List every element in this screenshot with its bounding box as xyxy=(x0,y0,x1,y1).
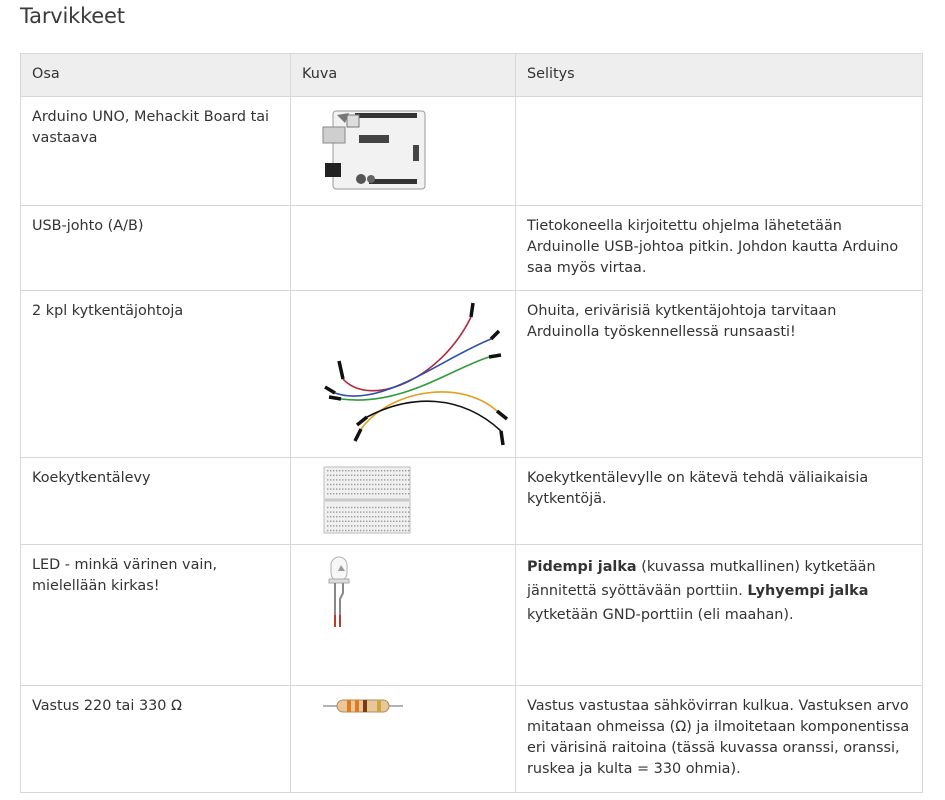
arduino-board-image xyxy=(319,105,429,195)
table-row xyxy=(21,291,923,458)
part-name: Koekytkentälevy xyxy=(21,458,291,545)
table-row xyxy=(21,458,923,545)
image-cell xyxy=(291,686,516,793)
table-header-row xyxy=(21,54,923,97)
description: Pidempi jalka (kuvassa mutkallinen) kytketään jännitettä syöttävään porttiin. Lyhyempi jalka kytketään GND-porttiin (eli maahan). xyxy=(516,545,923,686)
part-name: 2 kpl kytkentäjohtoja xyxy=(21,291,291,458)
longer-leg-label: Pidempi jalka xyxy=(527,559,637,575)
description: Vastus vastustaa sähkövirran kulkua. Vastuksen arvo mitataan ohmeissa (Ω) ja ilmoitetaan komponentissa eri värisinä raitoina (tässä kuvassa oranssi, oranssi, ruskea ja kulta = 330 ohmia). xyxy=(516,686,923,793)
header-image: Kuva xyxy=(291,54,516,97)
jumper-wires-image xyxy=(321,299,511,449)
part-name: USB-johto (A/B) xyxy=(21,206,291,291)
image-cell xyxy=(291,545,516,686)
description: Ohuita, erivärisiä kytkentäjohtoja tarvitaan Arduinolla työskennellessä runsaasti! xyxy=(516,291,923,458)
part-name: LED - minkä värinen vain, mielellään kirkas! xyxy=(21,545,291,686)
image-cell xyxy=(291,206,516,291)
image-cell xyxy=(291,458,516,545)
description: Tietokoneella kirjoitettu ohjelma lähetetään Arduinolle USB-johtoa pitkin. Johdon kautta Arduino saa myös virtaa. xyxy=(516,206,923,291)
table-row xyxy=(21,545,923,686)
supplies-table xyxy=(20,53,923,793)
shorter-leg-label: Lyhyempi jalka xyxy=(747,583,869,599)
table-row xyxy=(21,686,923,793)
table-row xyxy=(21,97,923,206)
header-part: Osa xyxy=(21,54,291,97)
part-name: Arduino UNO, Mehackit Board tai vastaava xyxy=(21,97,291,206)
resistor-image xyxy=(323,696,403,716)
image-cell xyxy=(291,97,516,206)
led-image xyxy=(325,553,365,633)
description xyxy=(516,97,923,206)
table-row xyxy=(21,206,923,291)
header-description: Selitys xyxy=(516,54,923,97)
description: Koekytkentälevylle on kätevä tehdä väliaikaisia kytkentöjä. xyxy=(516,458,923,545)
part-name: Vastus 220 tai 330 Ω xyxy=(21,686,291,793)
breadboard-image xyxy=(323,466,413,536)
image-cell xyxy=(291,291,516,458)
page-title: Tarvikkeet xyxy=(20,4,125,28)
